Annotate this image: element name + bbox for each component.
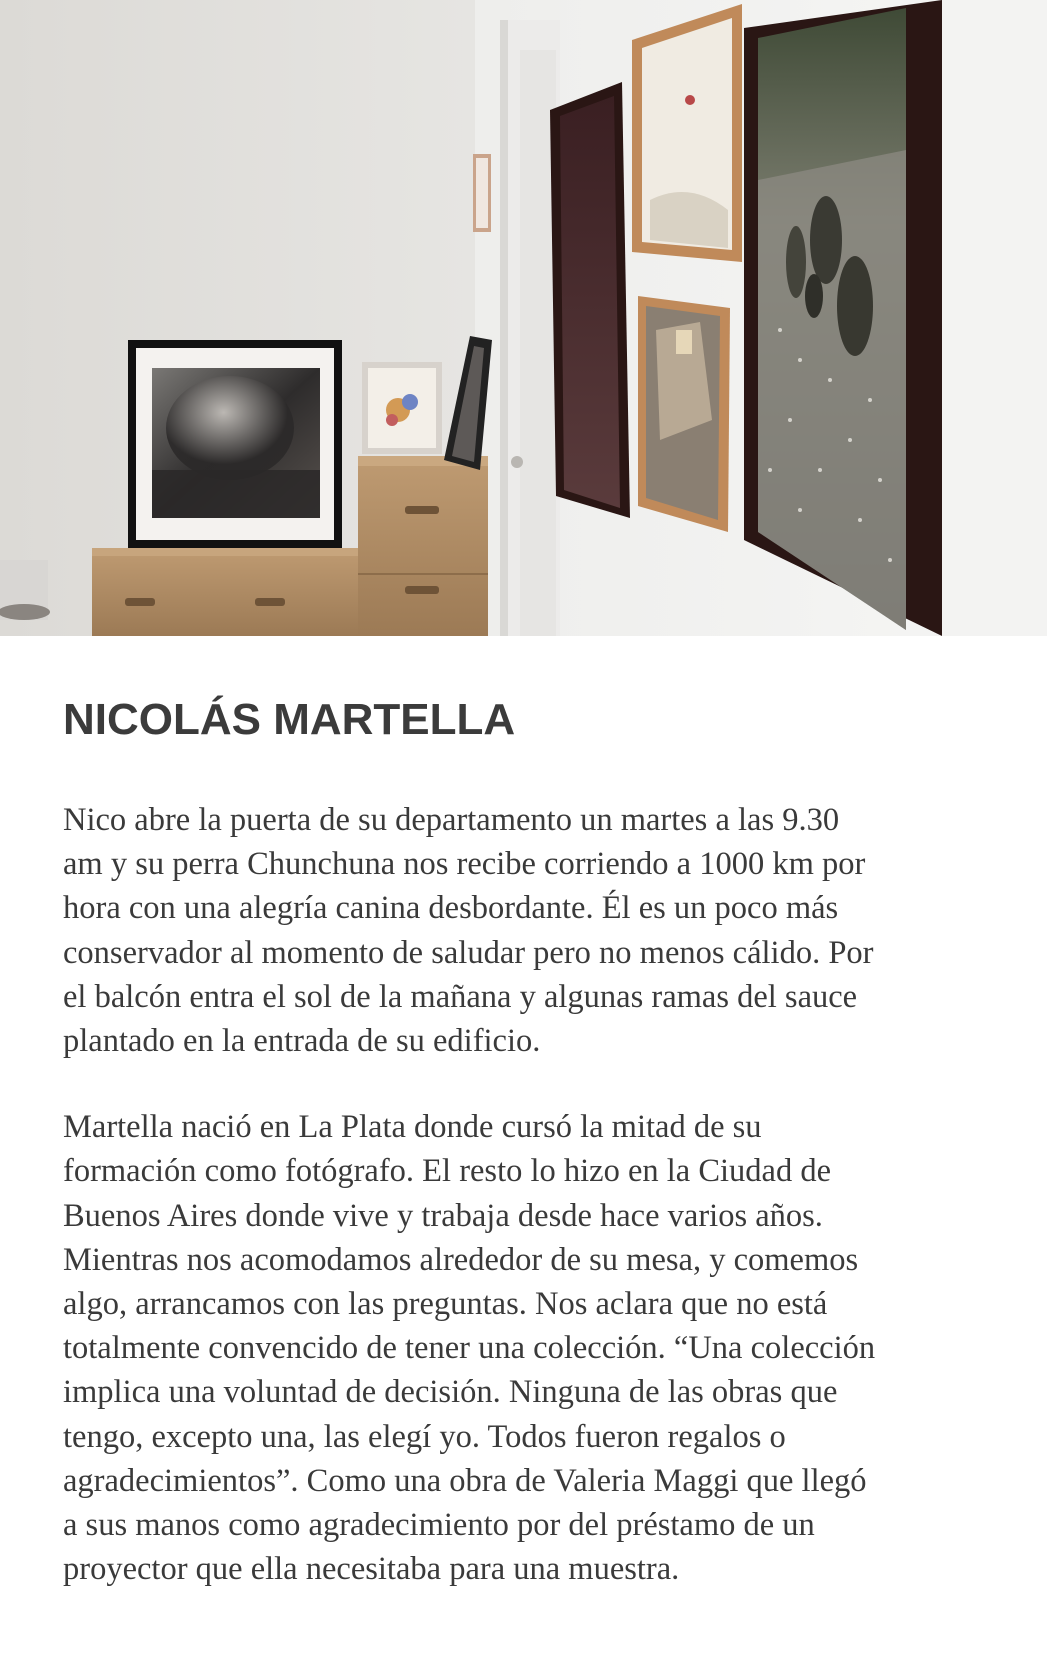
paragraph-line: algo, arrancamos con las preguntas. Nos aclara que no está xyxy=(63,1286,828,1323)
paragraph-line: proyector que ella necesitaba para una muestra. xyxy=(63,1551,680,1588)
article xyxy=(63,690,1008,1591)
paragraph-line: agradecimientos”. Como una obra de Valeria Maggi que llegó xyxy=(63,1462,867,1499)
paragraph-line: conservador al momento de saludar pero no menos cálido. Por xyxy=(63,934,874,971)
paragraph-line: Martella nació en La Plata donde cursó la mitad de su xyxy=(63,1109,762,1146)
paragraph-line: totalmente convencido de tener una colección. “Una colección xyxy=(63,1330,876,1367)
paragraph-line: el balcón entra el sol de la mañana y algunas ramas del sauce xyxy=(63,978,858,1015)
hero-photo xyxy=(0,0,1047,636)
article-title: NICOLÁS MARTELLA xyxy=(63,695,516,744)
paragraph-line: am y su perra Chunchuna nos recibe corriendo a 1000 km por xyxy=(63,846,866,883)
paragraph-line: Nico abre la puerta de su departamento un martes a las 9.30 xyxy=(63,802,840,838)
paragraph-line: hora con una alegría canina desbordante. Él es un poco más xyxy=(63,890,839,927)
article-paragraph-2 xyxy=(63,1105,1008,1591)
paragraph-line: formación como fotógrafo. El resto lo hizo en la Ciudad de xyxy=(63,1153,832,1190)
paragraph-line: plantado en la entrada de su edificio. xyxy=(63,1023,541,1060)
paragraph-line: a sus manos como agradecimiento por del préstamo de un xyxy=(63,1507,815,1544)
paragraph-line: tengo, excepto una, las elegí yo. Todos fueron regalos o xyxy=(63,1418,786,1455)
paragraph-line: Mientras nos acomodamos alrededor de su mesa, y comemos xyxy=(63,1241,859,1278)
paragraph-line: Buenos Aires donde vive y trabaja desde hace varios años. xyxy=(63,1197,823,1234)
paragraph-line: implica una voluntad de decisión. Ninguna de las obras que xyxy=(63,1374,838,1411)
article-paragraph-1 xyxy=(63,798,1008,1063)
